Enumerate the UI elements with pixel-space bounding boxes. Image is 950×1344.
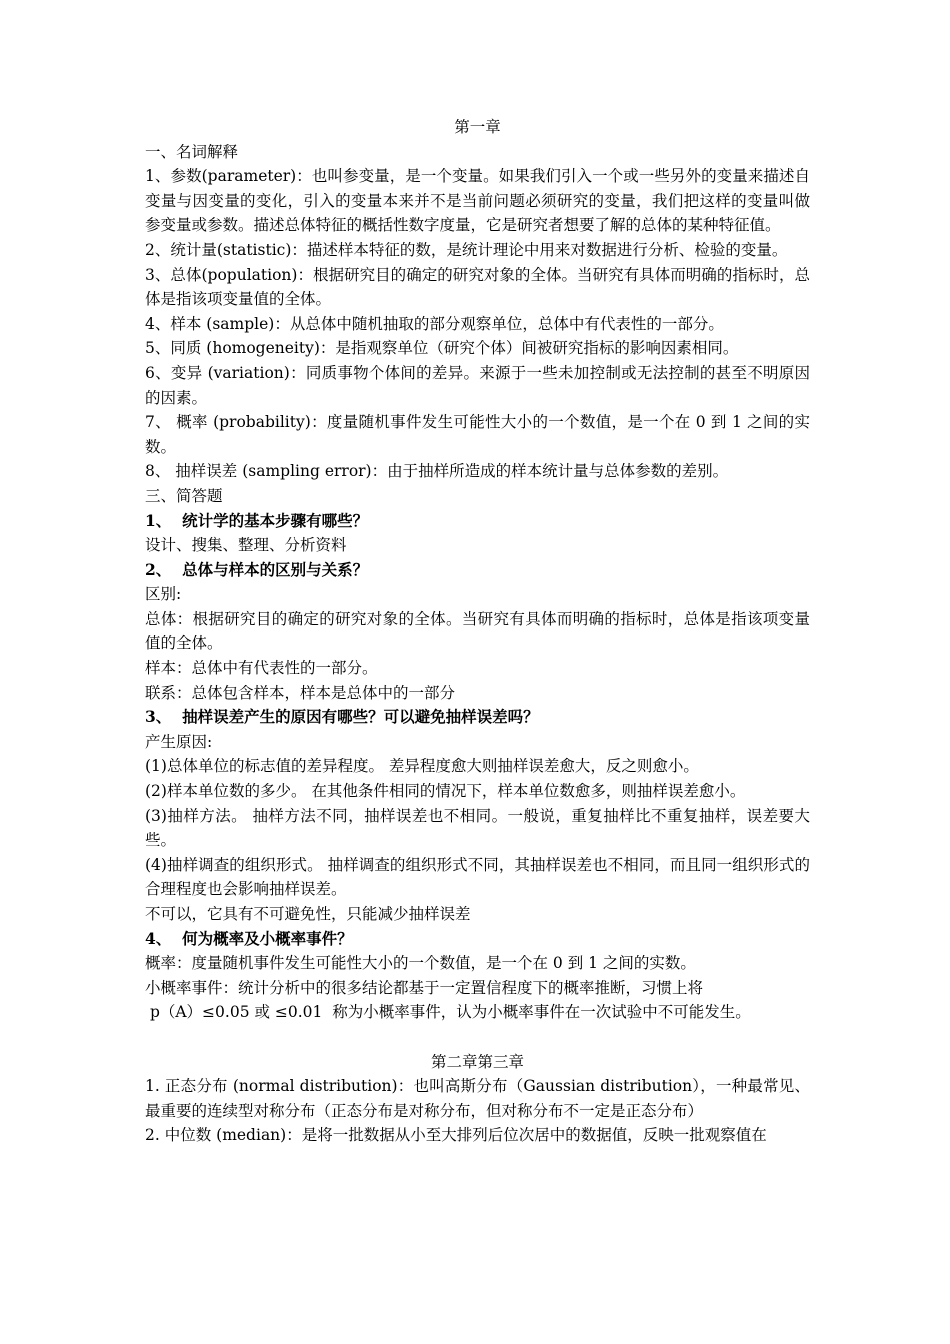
question-3: 3、 抽样误差产生的原因有哪些？可以避免抽样误差吗？ — [145, 707, 539, 727]
spacer — [145, 1025, 810, 1050]
answer-2-relation: 联系：总体包含样本，样本是总体中的一部分 — [145, 683, 456, 702]
answer-3-item-1: (1)总体单位的标志值的差异程度。 差异程度愈大则抽样误差愈大，反之则愈小。 — [145, 757, 699, 776]
term-variation: 6、变异 (variation)：同质事物个体间的差异。来源于一些未加控制或无法控制的甚至不明原因的因素。 — [145, 363, 810, 407]
section-terms-heading: 一、名词解释 — [145, 142, 239, 161]
answer-4-small-probability: 小概率事件：统计分析中的很多结论都基于一定置信程度下的概率推断，习惯上将 — [145, 978, 704, 997]
term-median: 2. 中位数 (median)：是将一批数据从小至大排列后位次居中的数据值，反映一批观察值在 — [145, 1126, 767, 1145]
answer-2-difference-label: 区别: — [145, 585, 182, 604]
answer-3-conclusion: 不可以，它具有不可避免性，只能减少抽样误差 — [145, 905, 471, 923]
question-2: 2、 总体与样本的区别与关系？ — [145, 559, 369, 579]
question-1: 1、 统计学的基本步骤有哪些？ — [145, 510, 369, 530]
term-homogeneity: 5、同质 (homogeneity)：是指观察单位（研究个体）间被研究指标的影响因素相同。 — [145, 339, 739, 358]
term-sample: 4、样本 (sample)：从总体中随机抽取的部分观察单位，总体中有代表性的一部分。 — [145, 314, 724, 333]
answer-3-item-4: (4)抽样调查的组织形式。 抽样调查的组织形式不同，其抽样误差也不相同，而且同一组织形式的合理程度也会影响抽样误差。 — [145, 855, 810, 899]
answer-3-item-3: (3)抽样方法。 抽样方法不同，抽样误差也不相同。一般说，重复抽样比不重复抽样，误差要大些。 — [145, 806, 810, 850]
answer-4-small-probability-cont: p（A）≤0.05 或 ≤0.01 称为小概率事件，认为小概率事件在一次试验中不可能发生。 — [145, 1003, 751, 1022]
chapter-2-3-title: 第二章第三章 — [430, 1052, 524, 1071]
chapter-1-title: 第一章 — [454, 118, 501, 136]
answer-3-item-2: (2)样本单位数的多少。 在其他条件相同的情况下，样本单位数愈多，则抽样误差愈小。 — [145, 782, 746, 801]
document-page — [145, 115, 810, 1148]
answer-2-population: 总体：根据研究目的确定的研究对象的全体。当研究有具体而明确的指标时，总体是指该项变量值的全体。 — [145, 609, 810, 653]
section-qa-heading: 三、简答题 — [145, 486, 223, 505]
term-probability: 7、 概率 (probability)：度量随机事件发生可能性大小的一个数值，是一个在 0 到 1 之间的实数。 — [145, 413, 810, 456]
term-statistic: 2、统计量(statistic)：描述样本特征的数，是统计理论中用来对数据进行分析、检验的变量。 — [145, 240, 788, 259]
question-4: 4、 何为概率及小概率事件？ — [145, 928, 353, 948]
term-normal-distribution: 1. 正态分布 (normal distribution)：也叫高斯分布（Gaussian distribution），一种最常见、最重要的连续型对称分布（正态分布是对称分布，但对称分布不一定是正态分布） — [145, 1077, 810, 1120]
answer-2-sample: 样本：总体中有代表性的一部分。 — [145, 659, 378, 678]
answer-3-cause-label: 产生原因: — [145, 732, 213, 751]
answer-1: 设计、搜集、整理、分析资料 — [145, 536, 347, 555]
term-population: 3、总体(population)：根据研究目的确定的研究对象的全体。当研究有具体而明确的指标时，总体是指该项变量值的全体。 — [145, 265, 810, 309]
term-parameter: 1、参数(parameter)：也叫参变量，是一个变量。如果我们引入一个或一些另外的变量来描述自变量与因变量的变化，引入的变量本来并不是当前问题必须研究的变量，我们把这样的变量叫做参变量或参数。描述总体特征的概括性数字度量，它是研究者想要了解的总体的某种特征值。 — [145, 167, 810, 235]
term-sampling-error: 8、 抽样误差 (sampling error)：由于抽样所造成的样本统计量与总体参数的差别。 — [145, 462, 729, 481]
answer-4-probability: 概率：度量随机事件发生可能性大小的一个数值，是一个在 0 到 1 之间的实数。 — [145, 954, 696, 973]
